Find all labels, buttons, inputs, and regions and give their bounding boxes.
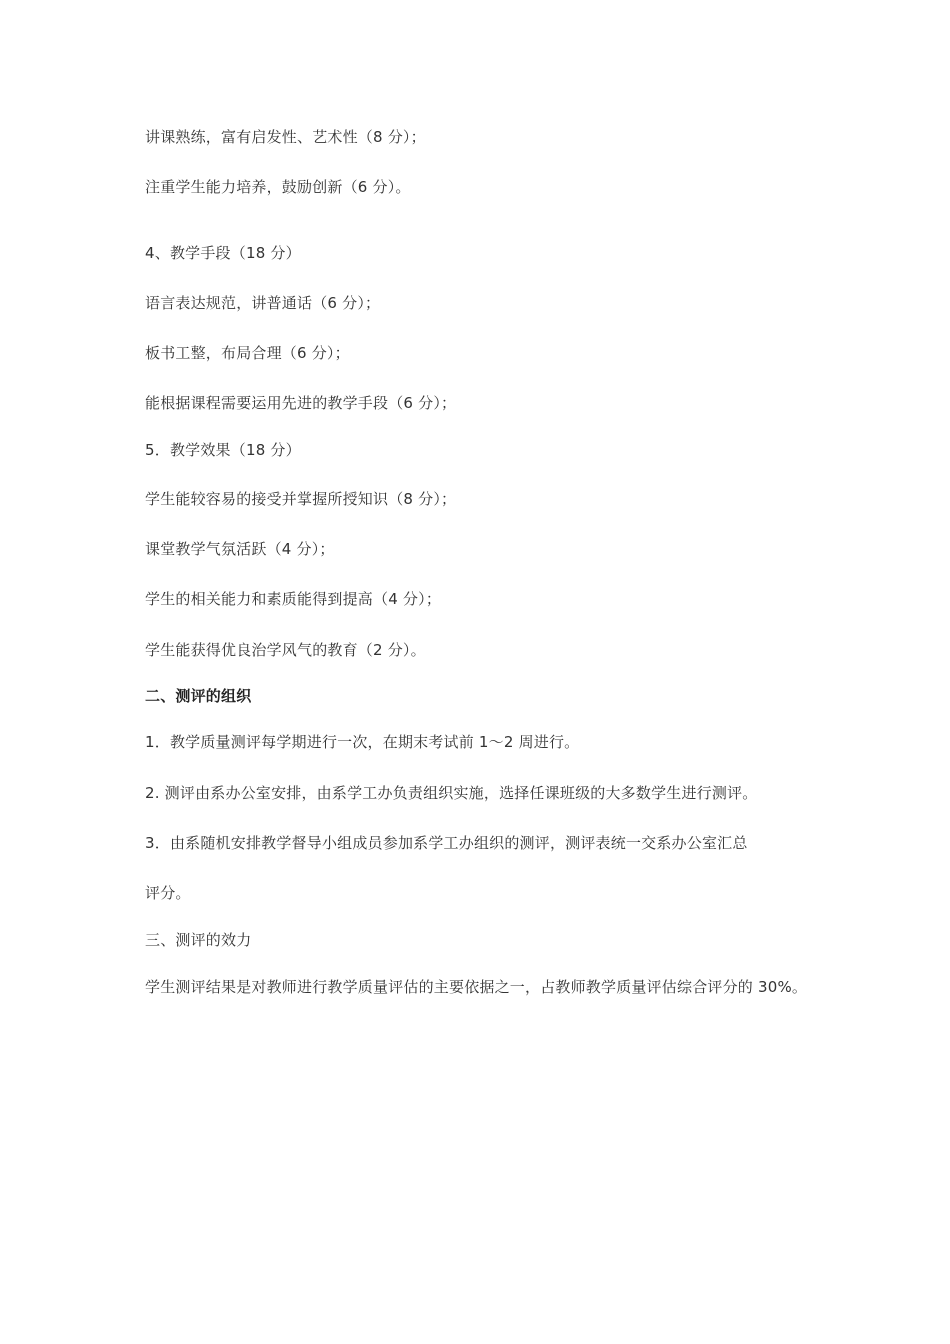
criterion-line: 注重学生能力培养，鼓励创新（6 分）。 — [145, 178, 411, 196]
criterion-line: 能根据课程需要运用先进的教学手段（6 分）； — [145, 394, 457, 412]
criterion-line: 讲课熟练，富有启发性、艺术性（8 分）； — [145, 128, 426, 146]
criterion-line: 学生能较容易的接受并掌握所授知识（8 分）； — [145, 490, 457, 508]
item-5-heading: 5．教学效果（18 分） — [145, 441, 301, 459]
section-2-heading: 二、测评的组织 — [145, 687, 252, 705]
effect-paragraph: 学生测评结果是对教师进行教学质量评估的主要依据之一，占教师教学质量评估综合评分的 30%。 — [145, 978, 808, 996]
organization-item-continuation: 评分。 — [145, 884, 191, 902]
organization-item: 2. 测评由系办公室安排，由系学工办负责组织实施，选择任课班级的大多数学生进行测评。 — [145, 784, 758, 802]
criterion-line: 语言表达规范，讲普通话（6 分）； — [145, 294, 381, 312]
criterion-line: 板书工整，布局合理（6 分）； — [145, 344, 350, 362]
criterion-line: 学生的相关能力和素质能得到提高（4 分）； — [145, 590, 442, 608]
section-3-heading: 三、测评的效力 — [145, 931, 252, 949]
criterion-line: 课堂教学气氛活跃（4 分）； — [145, 540, 335, 558]
criterion-line: 学生能获得优良治学风气的教育（2 分）。 — [145, 641, 426, 659]
organization-item: 1．教学质量测评每学期进行一次，在期末考试前 1～2 周进行。 — [145, 733, 580, 751]
organization-item: 3．由系随机安排教学督导小组成员参加系学工办组织的测评，测评表统一交系办公室汇总 — [145, 834, 748, 852]
item-4-heading: 4、教学手段（18 分） — [145, 244, 301, 262]
